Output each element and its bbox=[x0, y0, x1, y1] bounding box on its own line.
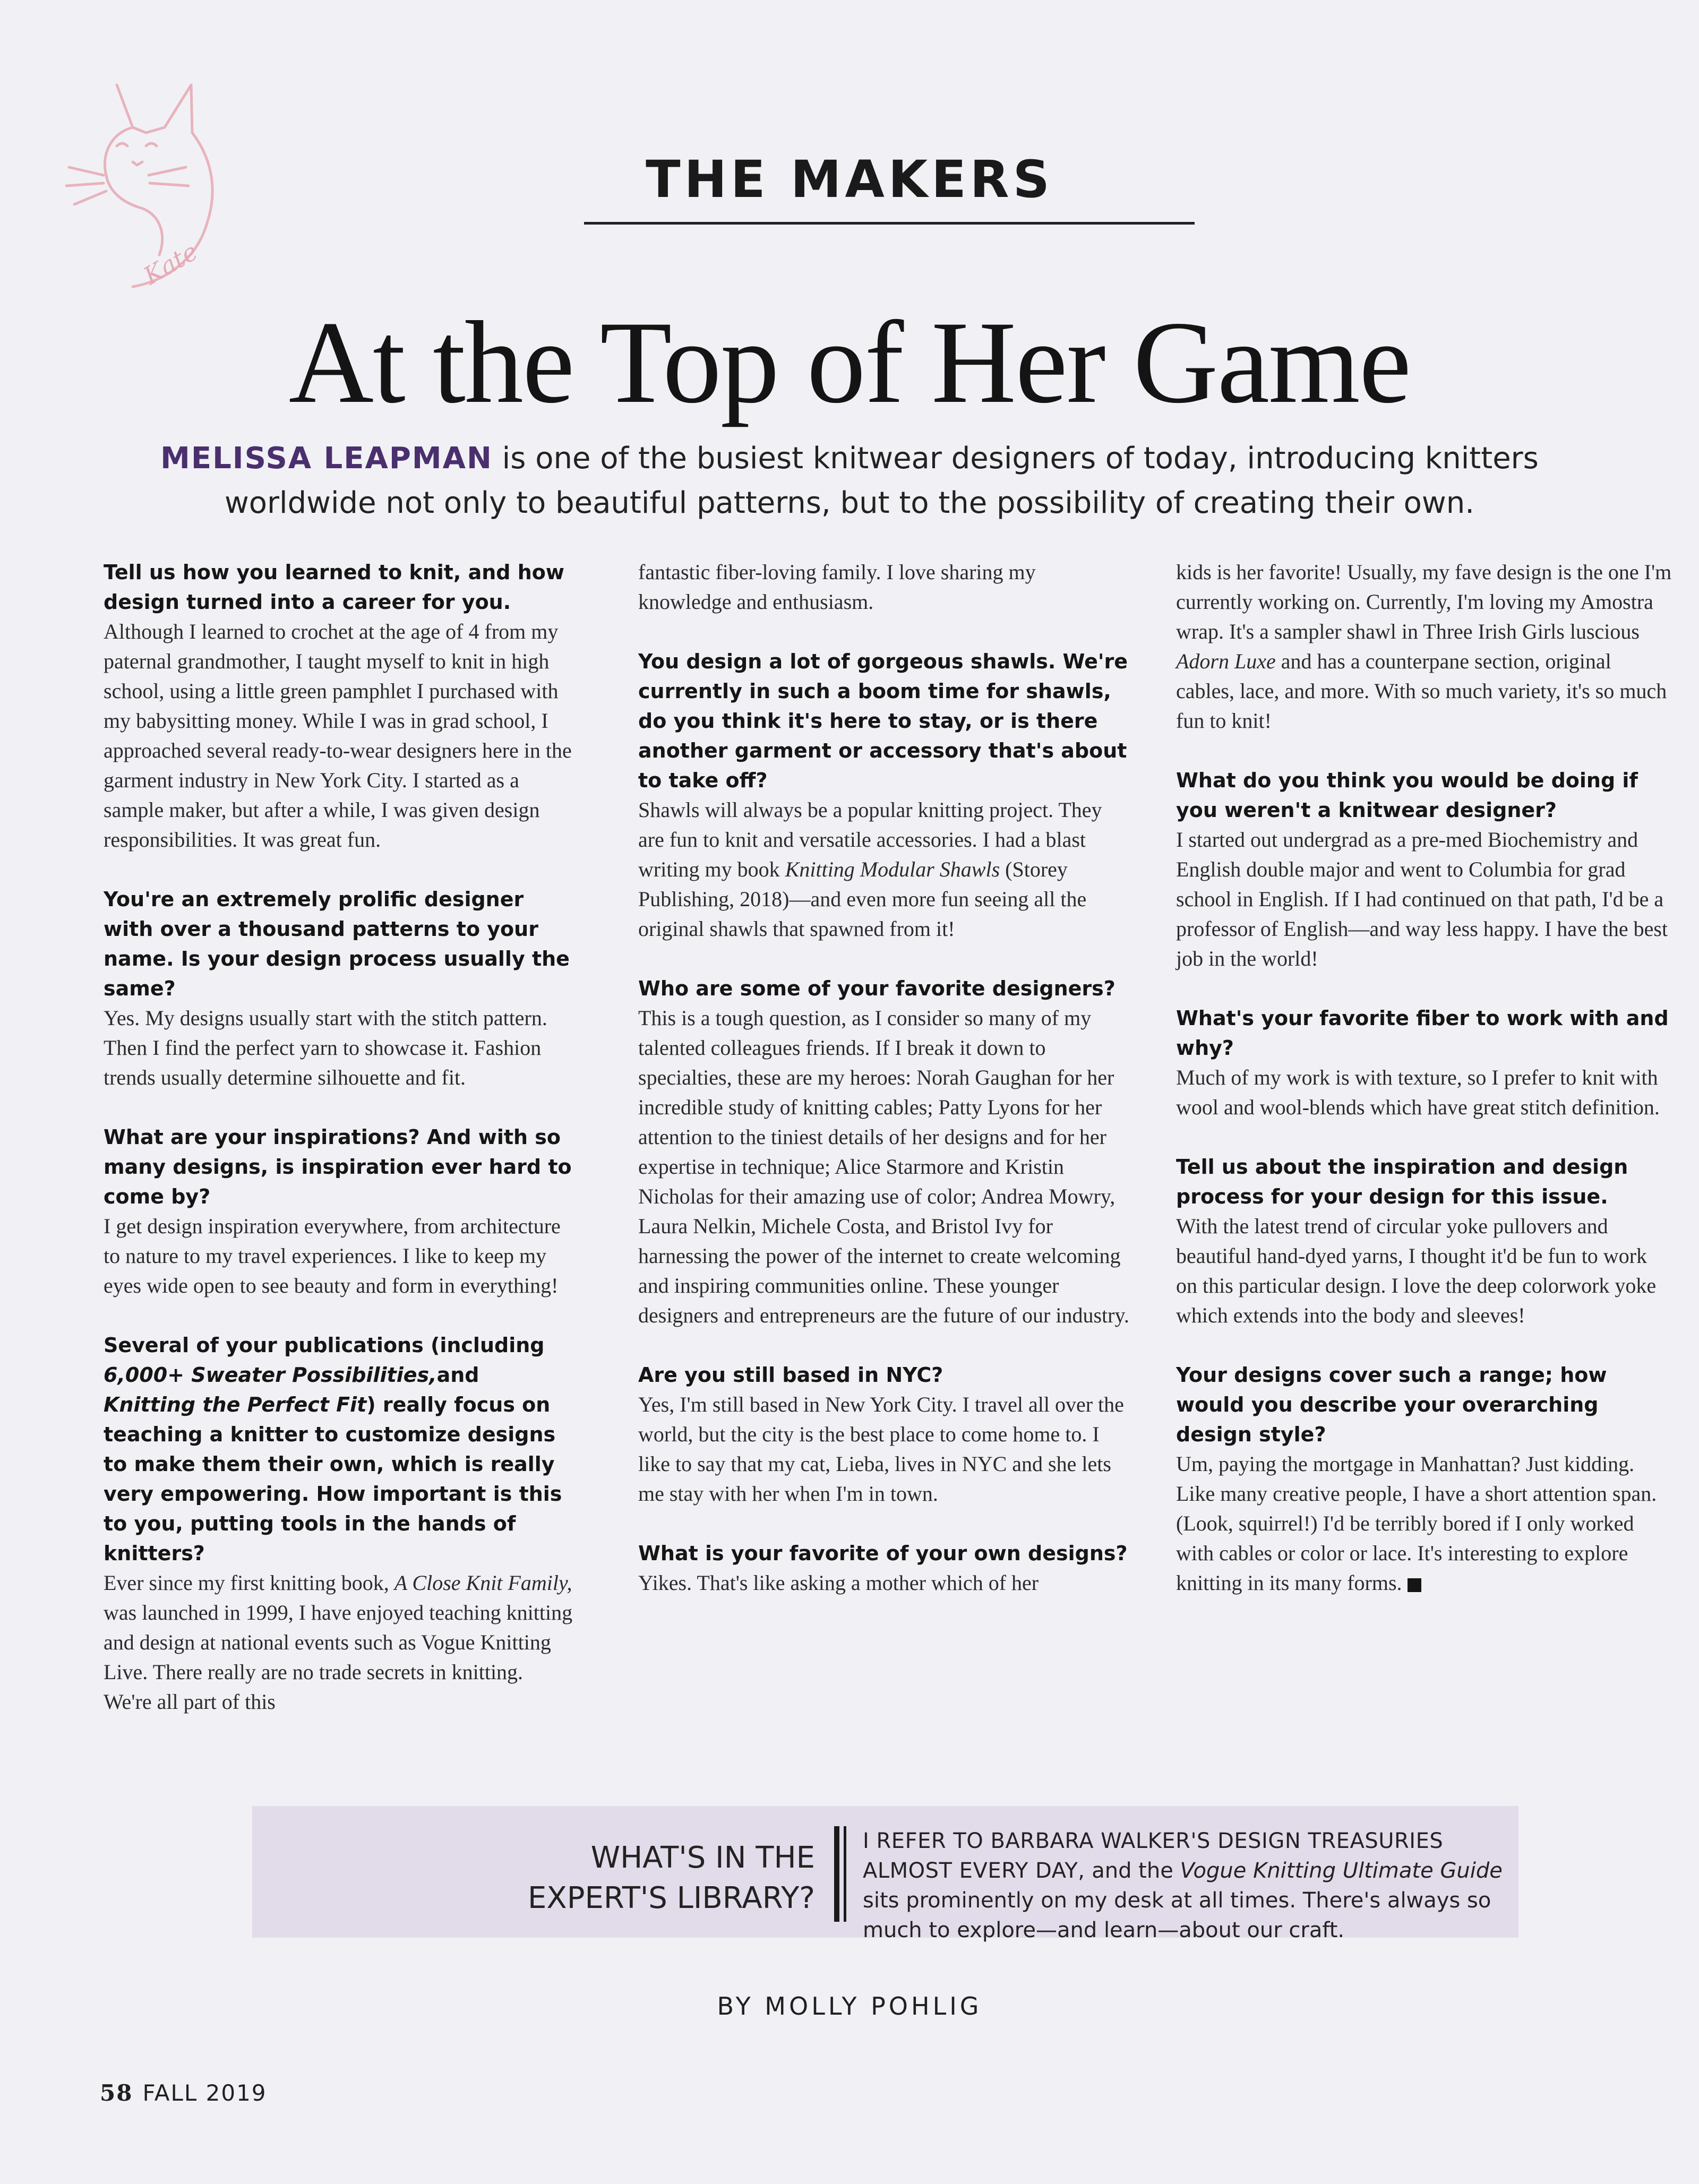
library-title-line: WHAT'S IN THE bbox=[590, 1841, 815, 1875]
question: Who are some of your favorite designers? bbox=[638, 977, 1115, 1000]
answer: This is a tough question, as I consider so many of my talented colleagues friends. If I break it down to specialties, these are my heroes: Norah Gaughan for her incredible study of knitting cables; Patty Lyons for her attention to the tiniest details of her designs and for her expertise in technique; Alice Starmore and Kristin Nicholas for their amazing use of color; Andrea Mowry, Laura Nelkin, Michele Costa, and Bristol Ivy for harnessing the power of the internet to create welcoming and inspiring communities online. These younger designers and entrepreneurs are the future of our industry. bbox=[638, 1006, 1129, 1327]
answer-part: Ever since my first knitting book, bbox=[104, 1571, 394, 1595]
question: What are your inspirations? And with so many designs, is inspiration ever hard to come by? bbox=[104, 1125, 572, 1208]
library-title-line: EXPERT'S LIBRARY? bbox=[527, 1881, 815, 1915]
book-title: Knitting the Perfect Fit bbox=[104, 1393, 367, 1416]
book-title: Knitting Modular Shawls bbox=[785, 857, 1000, 881]
column-1 bbox=[104, 557, 573, 1717]
column-3 bbox=[1176, 557, 1672, 1598]
section-label: THE MAKERS bbox=[646, 150, 1053, 209]
answer: Although I learned to crochet at the age of 4 from my paternal grandmother, I taught myself to knit in high school, using a little green pamphlet I purchased with my babysitting money. While I was in grad school, I approached several ready-to-wear designers here in the garment industry in New York City. I started as a sample maker, but after a while, I was given design responsibilities. It was great fun. bbox=[104, 620, 572, 852]
question: What is your favorite of your own designs? bbox=[638, 1542, 1128, 1565]
question-part: Several of your publications (including bbox=[104, 1334, 545, 1357]
deck-text: is one of the busiest knitwear designers of today, introducing knitters worldwide not only to beautiful patterns, but to the possibility of creating their own. bbox=[224, 441, 1539, 520]
library-divider bbox=[844, 1826, 846, 1922]
question: What do you think you would be doing if you weren't a knitwear designer? bbox=[1176, 769, 1638, 822]
question bbox=[104, 1330, 573, 1568]
question: Tell us how you learned to knit, and how design turned into a career for you. bbox=[104, 561, 564, 614]
book-title: Vogue Knitting Ultimate Guide bbox=[1180, 1859, 1503, 1883]
section-divider bbox=[584, 222, 1195, 225]
question-part: and bbox=[436, 1363, 479, 1387]
answer: With the latest trend of circular yoke pullovers and beautiful hand-dyed yarns, I thought it'd be fun to work on this particular design. I love the deep colorwork yoke which extends into the body and sleeves! bbox=[1176, 1214, 1657, 1327]
answer bbox=[104, 1568, 573, 1717]
issue-label: FALL 2019 bbox=[142, 2080, 267, 2106]
answer-part: was launched in 1999, I have enjoyed teaching knitting and design at national events such as Vogue Knitting Live. There really are no trade secrets in knitting. We're all part of this bbox=[104, 1601, 573, 1714]
library-text bbox=[863, 1826, 1511, 1945]
page-title: At the Top of Her Game bbox=[288, 297, 1411, 428]
library-divider bbox=[834, 1826, 839, 1922]
answer-part: Um, paying the mortgage in Manhattan? Just kidding. Like many creative people, I have a short attention span. (Look, squirrel!) I'd be terribly bored if I only worked with cables or color or lace. It's interesting to explore knitting in its many forms. bbox=[1176, 1452, 1657, 1595]
column-2 bbox=[638, 557, 1129, 1598]
answer-part: and has a counterpane section, original cables, lace, and more. With so much variety, it's so much fun to knit! bbox=[1176, 649, 1667, 733]
answer-continued bbox=[1176, 557, 1672, 736]
book-title: A Close Knit Family, bbox=[394, 1571, 572, 1595]
answer: Yikes. That's like asking a mother which of her bbox=[638, 1571, 1039, 1595]
yarn-name: Adorn Luxe bbox=[1176, 649, 1276, 673]
question: You design a lot of gorgeous shawls. We're currently in such a boom time for shawls, do you think it's here to stay, or is there another garment or accessory that's about to take off? bbox=[638, 650, 1128, 792]
answer: Yes. My designs usually start with the stitch pattern. Then I find the perfect yarn to showcase it. Fashion trends usually determine silhouette and fit. bbox=[104, 1006, 547, 1089]
library-text-part: and the bbox=[1085, 1859, 1180, 1883]
library-text-part: I REFER TO BARBARA WALKER'S DESIGN TREASURIES ALMOST EVERY DAY, bbox=[863, 1829, 1444, 1883]
answer bbox=[1176, 1449, 1672, 1598]
question-part: ) really focus on teaching a knitter to customize designs to make them their own, which is really very empowering. How important is this to you, putting tools in the hands of knitters? bbox=[104, 1393, 562, 1565]
answer bbox=[638, 795, 1129, 944]
folio bbox=[100, 2080, 267, 2106]
byline: BY MOLLY POHLIG bbox=[717, 1992, 982, 2020]
answer: Yes, I'm still based in New York City. I travel all over the world, but the city is the best place to come home to. I like to say that my cat, Lieba, lives in NYC and she lets me stay with her when I'm in town. bbox=[638, 1392, 1124, 1506]
stamp-signature: Kate bbox=[139, 237, 203, 290]
question: What's your favorite fiber to work with and why? bbox=[1176, 1007, 1669, 1060]
answer: I get design inspiration everywhere, from architecture to nature to my travel experiences. I like to keep my eyes wide open to see beauty and form in everything! bbox=[104, 1214, 561, 1297]
page-number: 58 bbox=[100, 2080, 133, 2106]
book-title: 6,000+ Sweater Possibilities, bbox=[104, 1363, 437, 1387]
article-deck bbox=[149, 436, 1550, 526]
library-text-part: sits prominently on my desk at all times. There's always so much to explore—and learn—about our craft. bbox=[863, 1888, 1491, 1942]
answer-part: kids is her favorite! Usually, my fave design is the one I'm currently working on. Currently, I'm loving my Amostra wrap. It's a sampler shawl in Three Irish Girls luscious bbox=[1176, 560, 1672, 643]
end-mark-icon bbox=[1408, 1578, 1421, 1592]
answer-part: (Storey Publishing, 2018)—and even more fun seeing all the original shawls that spawned from it! bbox=[638, 857, 1087, 941]
answer: Much of my work is with texture, so I prefer to knit with wool and wool-blends which have great stitch definition. bbox=[1176, 1065, 1660, 1119]
library-title bbox=[311, 1838, 815, 1919]
question: Your designs cover such a range; how would you describe your overarching design style? bbox=[1176, 1363, 1607, 1446]
answer-continued: fantastic fiber-loving family. I love sharing my knowledge and enthusiasm. bbox=[638, 560, 1036, 614]
answer-part: Shawls will always be a popular knitting project. They are fun to knit and versatile accessories. I had a blast writing my book bbox=[638, 798, 1102, 881]
expert-library-box bbox=[252, 1806, 1518, 1942]
answer: I started out undergrad as a pre-med Biochemistry and English double major and went to Columbia for grad school in English. If I had continued on that path, I'd be a professor of English—and way less happy. I have the best job in the world! bbox=[1176, 828, 1668, 970]
subject-name: MELISSA LEAPMAN bbox=[160, 441, 493, 476]
question: You're an extremely prolific designer with over a thousand patterns to your name. Is your design process usually the same? bbox=[104, 888, 570, 1000]
question: Are you still based in NYC? bbox=[638, 1363, 943, 1387]
question: Tell us about the inspiration and design process for your design for this issue. bbox=[1176, 1155, 1628, 1208]
